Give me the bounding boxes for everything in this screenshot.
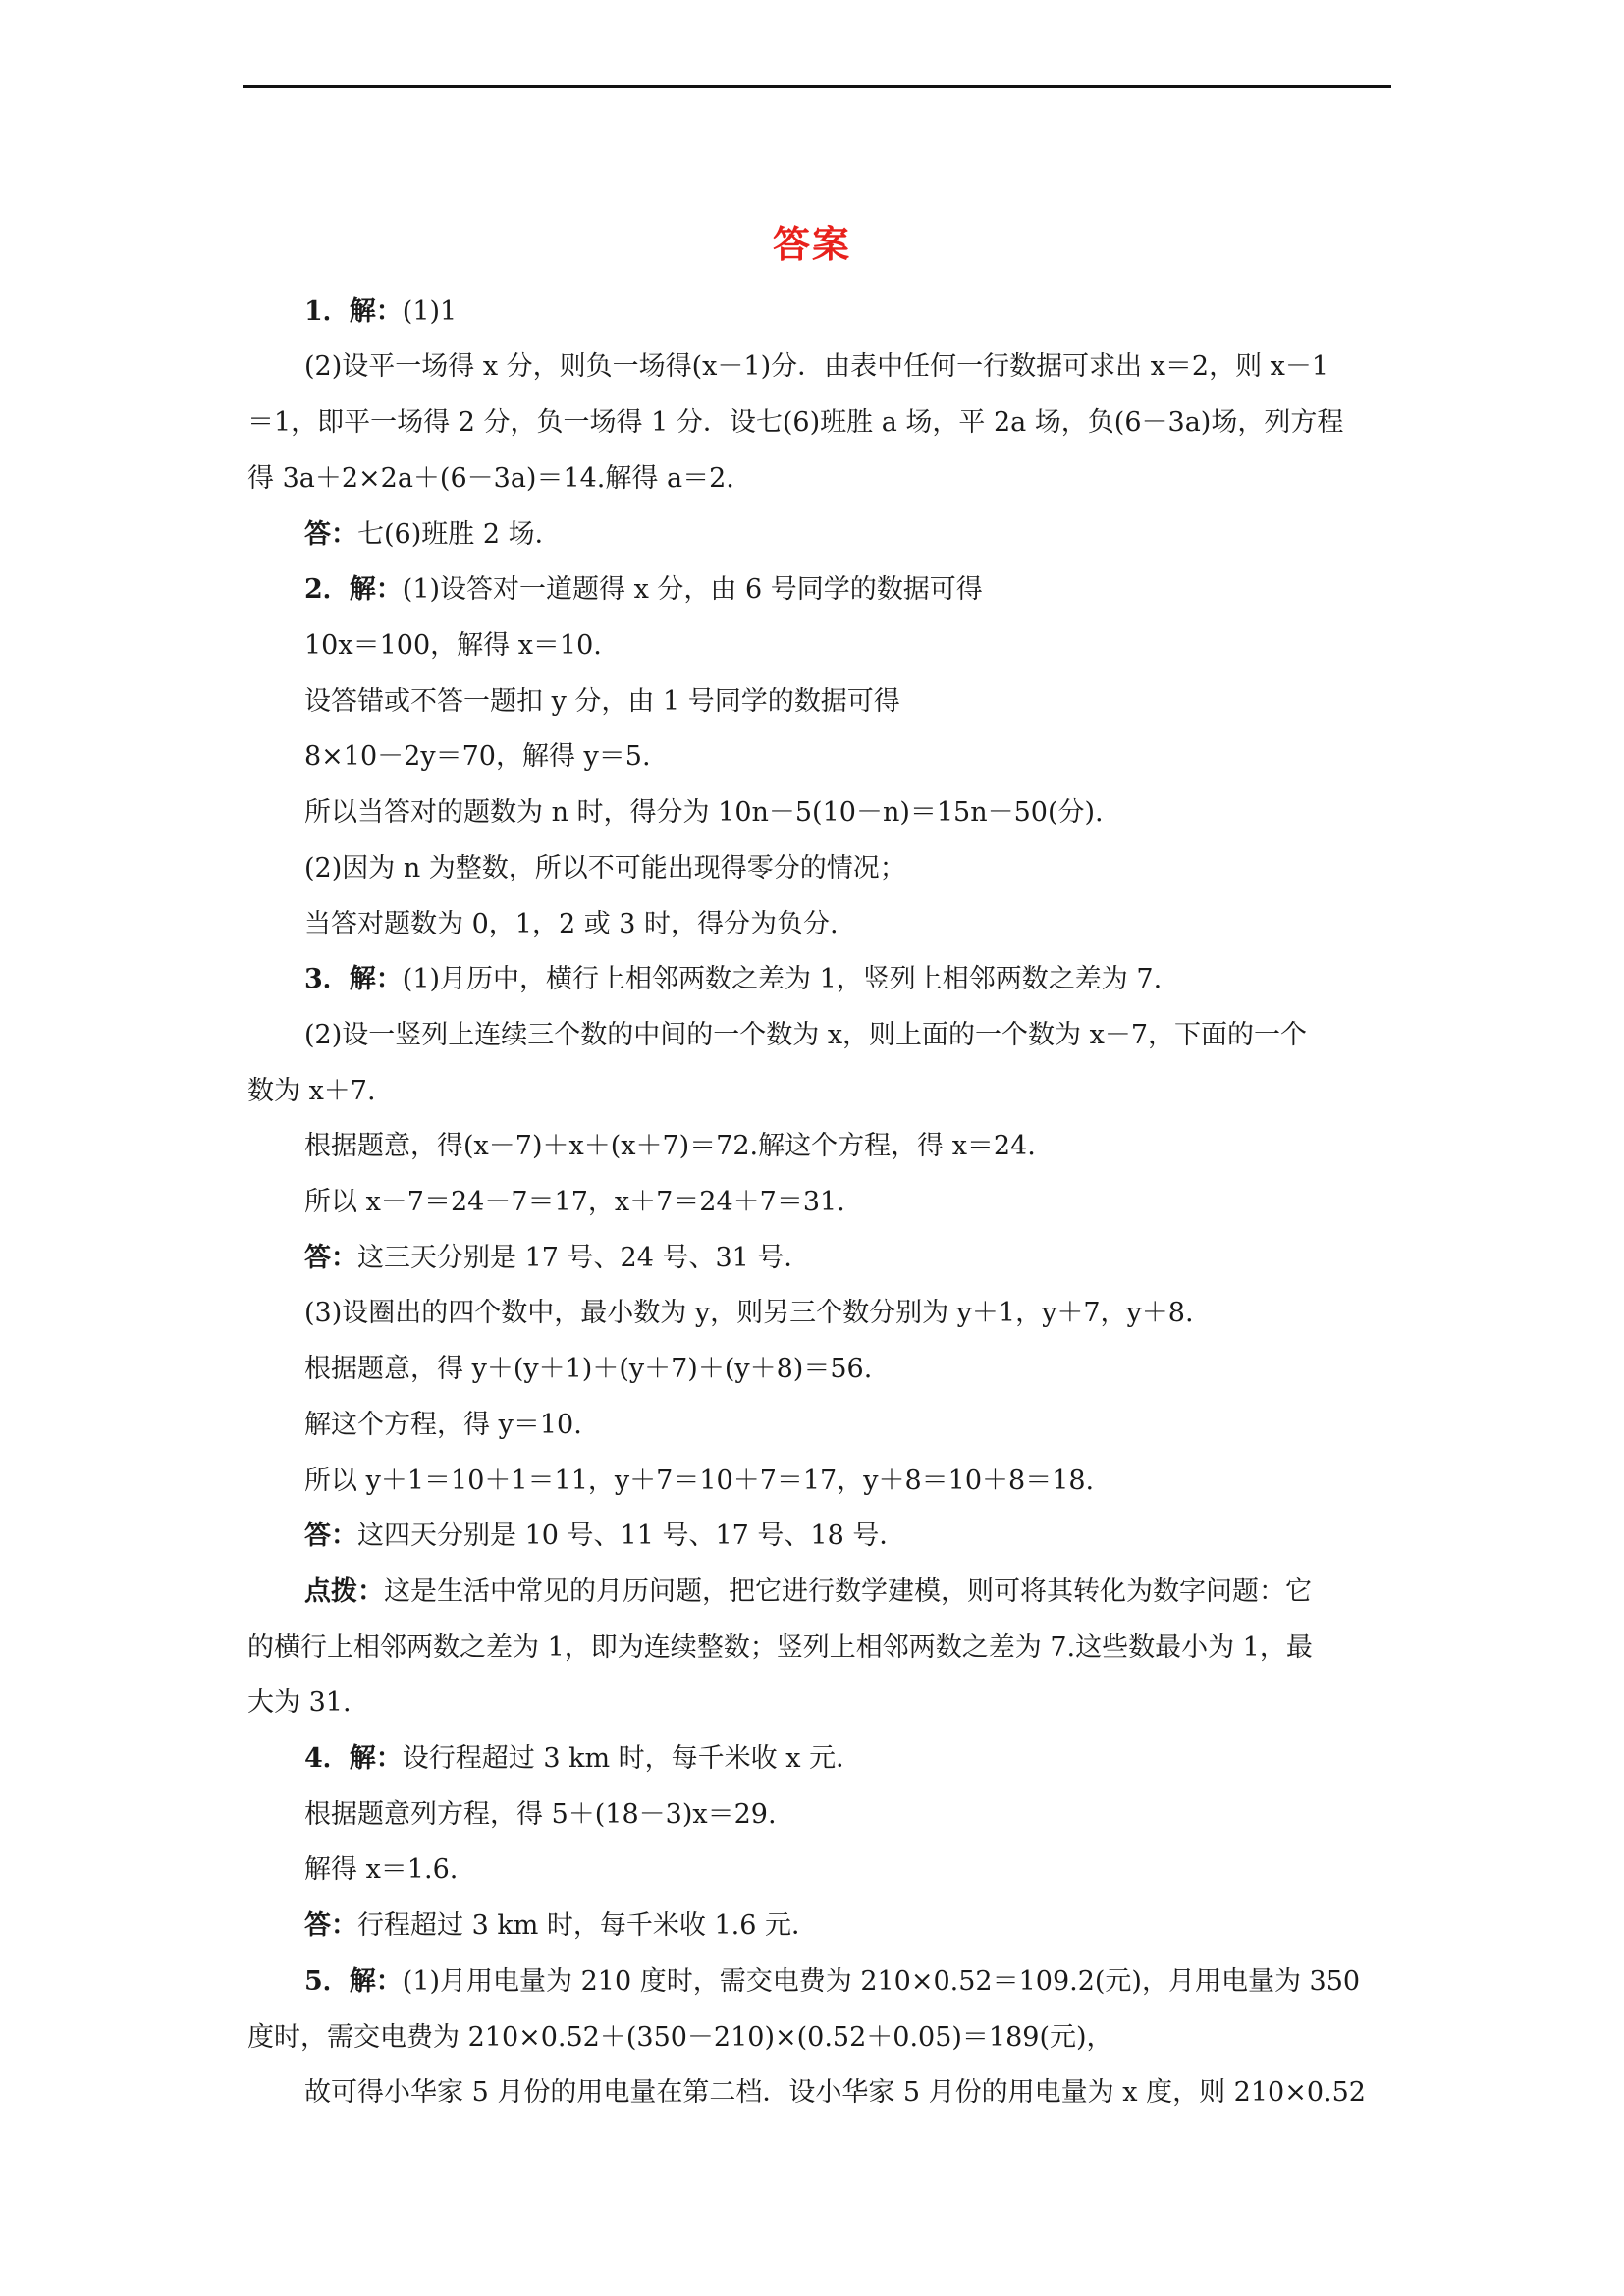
text-line: 大为 31. [247, 1687, 352, 1718]
text-line: 所以 x－7＝24－7＝17，x＋7＝24＋7＝31. [304, 1187, 845, 1217]
text-line: 3．解：(1)月历中，横行上相邻两数之差为 1，竖列上相邻两数之差为 7. [304, 964, 1163, 994]
text-line: 答：七(6)班胜 2 场． [304, 519, 562, 550]
text-line: (2)设一竖列上连续三个数的中间的一个数为 x，则上面的一个数为 x－7，下面的一个 [304, 1020, 1308, 1050]
text-line: 数为 x＋7. [247, 1076, 376, 1106]
text-line: 的横行上相邻两数之差为 1，即为连续整数；竖列上相邻两数之差为 7.这些数最小为 1，最 [247, 1632, 1313, 1663]
text-line: (2)因为 n 为整数，所以不可能出现得零分的情况； [304, 853, 906, 883]
text-line: ＝1，即平一场得 2 分，负一场得 1 分．设七(6)班胜 a 场，平 2a 场，负(6－3a)场，列方程 [247, 407, 1344, 438]
text-line: 1．解：(1)1 [304, 296, 458, 327]
page-title: 答案 [772, 223, 851, 266]
text-line: 5．解：(1)月用电量为 210 度时，需交电费为 210×0.52＝109.2(元)，月用电量为 350 [304, 1966, 1361, 1997]
text-line: 解这个方程，得 y＝10. [304, 1410, 582, 1440]
text-line: 故可得小华家 5 月份的用电量在第二档．设小华家 5 月份的用电量为 x 度，则 210×0.52 [304, 2077, 1366, 2108]
text-line: 当答对题数为 0，1，2 或 3 时，得分为负分. [304, 909, 839, 939]
text-line: 根据题意列方程，得 5＋(18－3)x＝29. [304, 1799, 777, 1830]
text-line: 答：行程超过 3 km 时，每千米收 1.6 元． [304, 1910, 818, 1941]
text-line: 得 3a＋2×2a＋(6－3a)＝14.解得 a＝2. [247, 463, 734, 494]
text-line: 点拨：这是生活中常见的月历问题，把它进行数学建模，则可将其转化为数字问题：它 [304, 1576, 1312, 1607]
text-line: 根据题意，得 y＋(y＋1)＋(y＋7)＋(y＋8)＝56. [304, 1354, 873, 1384]
text-line: 所以 y＋1＝10＋1＝11，y＋7＝10＋7＝17，y＋8＝10＋8＝18. [304, 1466, 1095, 1496]
text-line: 解得 x＝1.6. [304, 1854, 459, 1885]
text-line: 答：这三天分别是 17 号、24 号、31 号． [304, 1243, 811, 1273]
text-line: (2)设平一场得 x 分，则负一场得(x－1)分．由表中任何一行数据可求出 x＝2，则 x－1 [304, 351, 1329, 382]
text-line: 度时，需交电费为 210×0.52＋(350－210)×(0.52＋0.05)＝189(元)， [247, 2022, 1113, 2053]
text-line: (3)设圈出的四个数中，最小数为 y，则另三个数分别为 y＋1，y＋7，y＋8. [304, 1298, 1194, 1328]
text-line: 答：这四天分别是 10 号、11 号、17 号、18 号． [304, 1521, 906, 1551]
text-line: 所以当答对的题数为 n 时，得分为 10n－5(10－n)＝15n－50(分). [304, 797, 1104, 828]
text-line: 8×10－2y＝70，解得 y＝5. [304, 741, 651, 772]
text-line: 设答错或不答一题扣 y 分，由 1 号同学的数据可得 [304, 686, 900, 717]
text-line: 2．解：(1)设答对一道题得 x 分，由 6 号同学的数据可得 [304, 574, 983, 605]
text-line: 4．解：设行程超过 3 km 时，每千米收 x 元． [304, 1743, 863, 1774]
header-rule [243, 85, 1391, 88]
text-line: 根据题意，得(x－7)＋x＋(x＋7)＝72.解这个方程，得 x＝24. [304, 1131, 1036, 1161]
text-line: 10x＝100，解得 x＝10. [304, 630, 602, 661]
